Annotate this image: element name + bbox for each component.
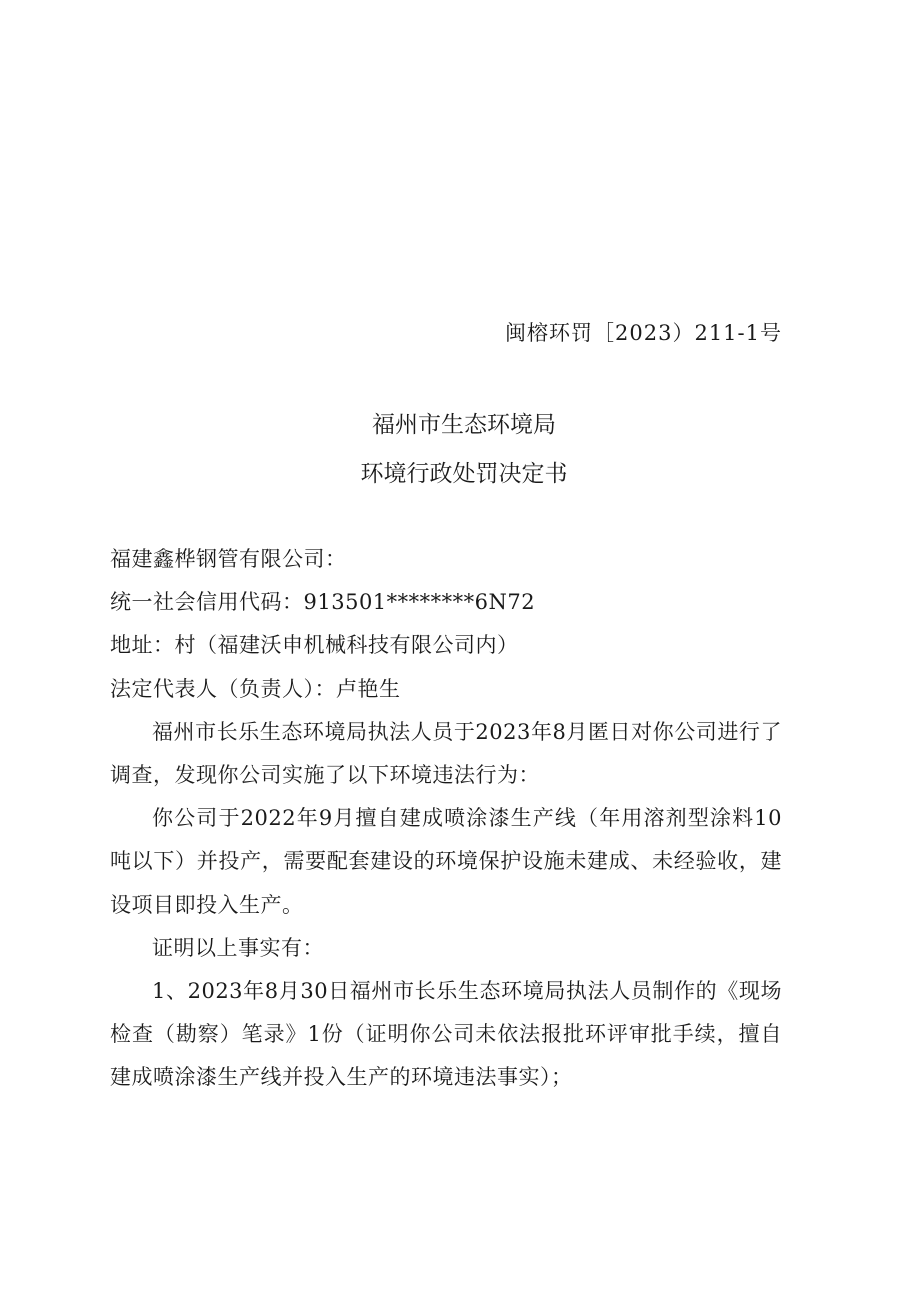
party-name: 福建鑫桦钢管有限公司： bbox=[110, 547, 347, 571]
document-type-title: 环境行政处罚决定书 bbox=[360, 461, 568, 487]
violation-paragraph: 你公司于2022年9月擅自建成喷涂漆生产线（年用溶剂型涂料10吨以下）并投产，需要配套建设的环境保护设施未建成、未经验收，建设项目即投入生产。 bbox=[110, 806, 782, 917]
document-body bbox=[110, 538, 782, 1100]
investigation-paragraph: 福州市长乐生态环境局执法人员于2023年8月匿日对你公司进行了调查，发现你公司实施了以下环境违法行为： bbox=[110, 719, 782, 788]
evidence-heading: 证明以上事实有： bbox=[152, 935, 324, 960]
document-number: 闽榕环罚［2023）211-1号 bbox=[505, 321, 782, 345]
evidence-item-1: 1、2023年8月30日福州市长乐生态环境局执法人员制作的《现场检查（勘察）笔录》1份（证明你公司未依法报批环评审批手续，擅自建成喷涂漆生产线并投入生产的环境违法事实）； bbox=[110, 979, 782, 1090]
party-legal-representative: 法定代表人（负责人）：卢艳生 bbox=[110, 676, 401, 701]
party-credit-code: 统一社会信用代码：913501********6N72 bbox=[110, 590, 536, 615]
party-address: 地址：村（福建沃申机械科技有限公司内） bbox=[110, 633, 519, 658]
issuing-authority-title: 福州市生态环境局 bbox=[372, 412, 556, 438]
